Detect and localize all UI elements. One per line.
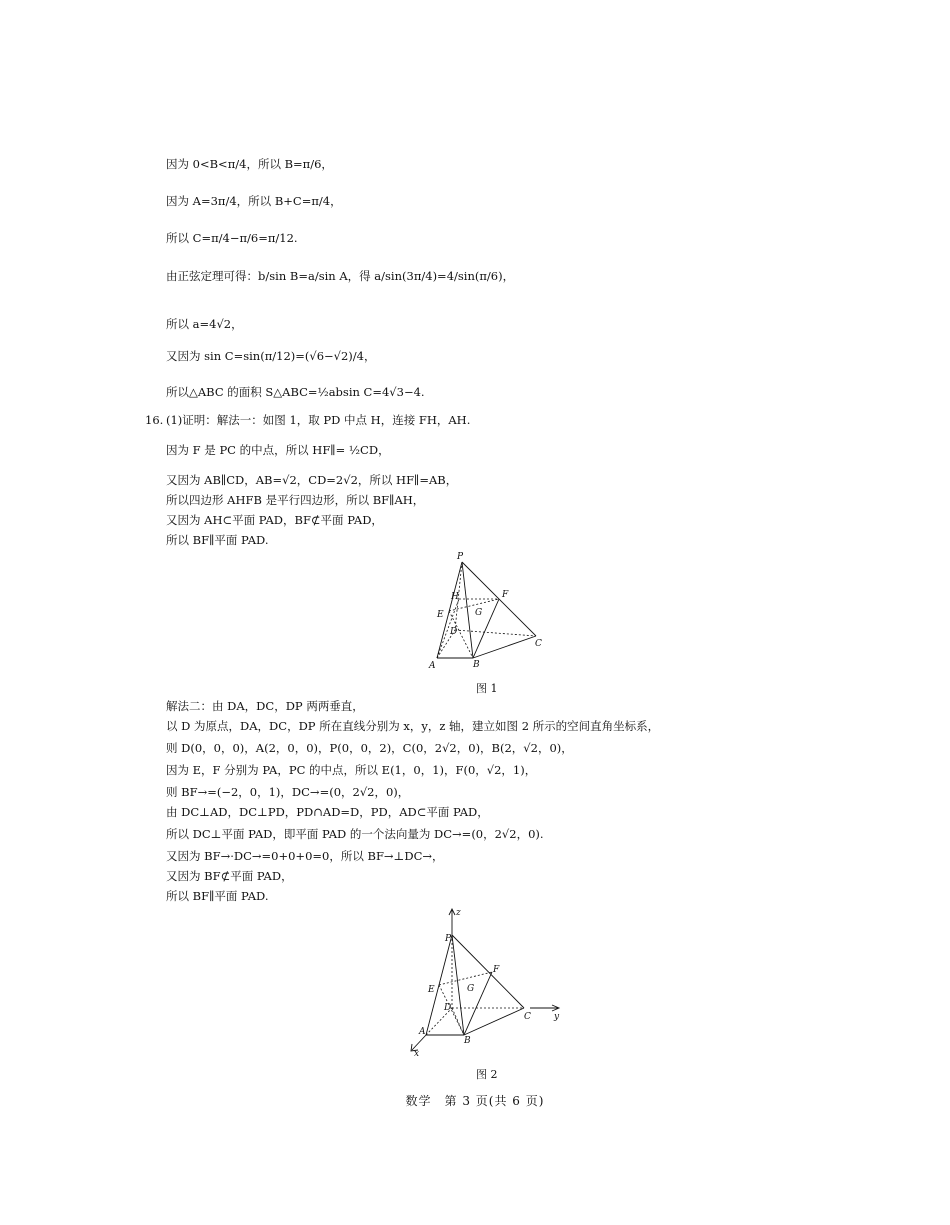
fig1-label-b: B (473, 660, 480, 670)
method1-line: 所以四边形 AHFB 是平行四边形，所以 BF∥AH， (166, 493, 425, 507)
solution-line: 又因为 sin C=sin(π/12)=(√6−√2)/4， (166, 349, 376, 363)
fig2-label-c: C (524, 1012, 531, 1022)
fig2-label-x: x (414, 1049, 420, 1059)
page-footer: 数学 第 3 页(共 6 页) (405, 1094, 545, 1108)
fig1-label-a: A (429, 661, 436, 671)
problem-number: 16. (145, 413, 164, 427)
solution-line: 因为 A=3π/4，所以 B+C=π/4， (166, 194, 342, 208)
method1-line: 所以 BF∥平面 PAD. (166, 533, 269, 547)
fig1-label-c: C (535, 639, 542, 649)
method1-line: 又因为 AH⊂平面 PAD，BF⊄平面 PAD， (166, 513, 383, 527)
method2-line: 因为 E，F 分别为 PA，PC 的中点，所以 E(1，0，1)，F(0，√2，1)， (166, 763, 537, 777)
method2-line: 又因为 BF→·DC→=0+0+0=0，所以 BF→⊥DC→， (166, 849, 444, 863)
fig2-label-y: y (554, 1012, 560, 1022)
fig1-label-p: P (457, 552, 464, 562)
method2-line: 解法二：由 DA，DC，DP 两两垂直， (166, 699, 364, 713)
fig1-label-g: G (475, 608, 483, 618)
method1-line: 又因为 AB∥CD，AB=√2，CD=2√2，所以 HF∥=AB， (166, 473, 458, 487)
solution-line: 所以 C=π/4−π/6=π/12. (166, 231, 298, 245)
solution-line: 所以△ABC 的面积 S△ABC=½absin C=4√3−4. (166, 385, 425, 399)
fig1-label-h: H (451, 592, 459, 602)
fig2-label-e: E (428, 985, 435, 995)
solution-line: 由正弦定理可得：b/sin B=a/sin A，得 a/sin(3π/4)=4/sin(π/6)， (166, 269, 515, 283)
method1-line: (1)证明：解法一：如图 1，取 PD 中点 H，连接 FH，AH. (166, 413, 471, 427)
fig2-label-b: B (464, 1036, 471, 1046)
fig2-label-z: z (456, 908, 461, 918)
method2-line: 则 D(0，0，0)，A(2，0，0)，P(0，0，2)，C(0，2√2，0)，B(2，√2，0)， (166, 741, 573, 755)
fig2-label-f: F (493, 965, 500, 975)
figure-2-caption: 图 2 (476, 1068, 498, 1081)
method2-line: 又因为 BF⊄平面 PAD， (166, 869, 293, 883)
fig2-label-a: A (419, 1027, 426, 1037)
fig2-label-p: P (445, 934, 452, 944)
method2-line: 由 DC⊥AD，DC⊥PD，PD∩AD=D，PD，AD⊂平面 PAD， (166, 805, 489, 819)
figure-2-coordinate-tetrahedron (400, 905, 570, 1060)
figure-1-caption: 图 1 (476, 682, 498, 695)
fig2-label-g: G (467, 984, 475, 994)
method1-line: 因为 F 是 PC 的中点，所以 HF∥= ½CD， (166, 443, 390, 457)
method2-line: 以 D 为原点，DA，DC，DP 所在直线分别为 x，y，z 轴，建立如图 2 所示的空间直角坐标系， (166, 719, 660, 733)
fig2-label-d: D (444, 1003, 452, 1013)
fig1-label-e: E (437, 610, 444, 620)
method2-line: 则 BF→=(−2，0，1)，DC→=(0，2√2，0)， (166, 785, 410, 799)
figure-1-tetrahedron (425, 550, 555, 680)
solution-line: 所以 a=4√2， (166, 317, 243, 331)
solution-line: 因为 0<B<π/4，所以 B=π/6， (166, 157, 333, 171)
method2-line: 所以 BF∥平面 PAD. (166, 889, 269, 903)
method2-line: 所以 DC⊥平面 PAD，即平面 PAD 的一个法向量为 DC→=(0，2√2，0). (166, 827, 544, 841)
fig1-label-d: D (450, 627, 458, 637)
fig1-label-f: F (502, 590, 509, 600)
